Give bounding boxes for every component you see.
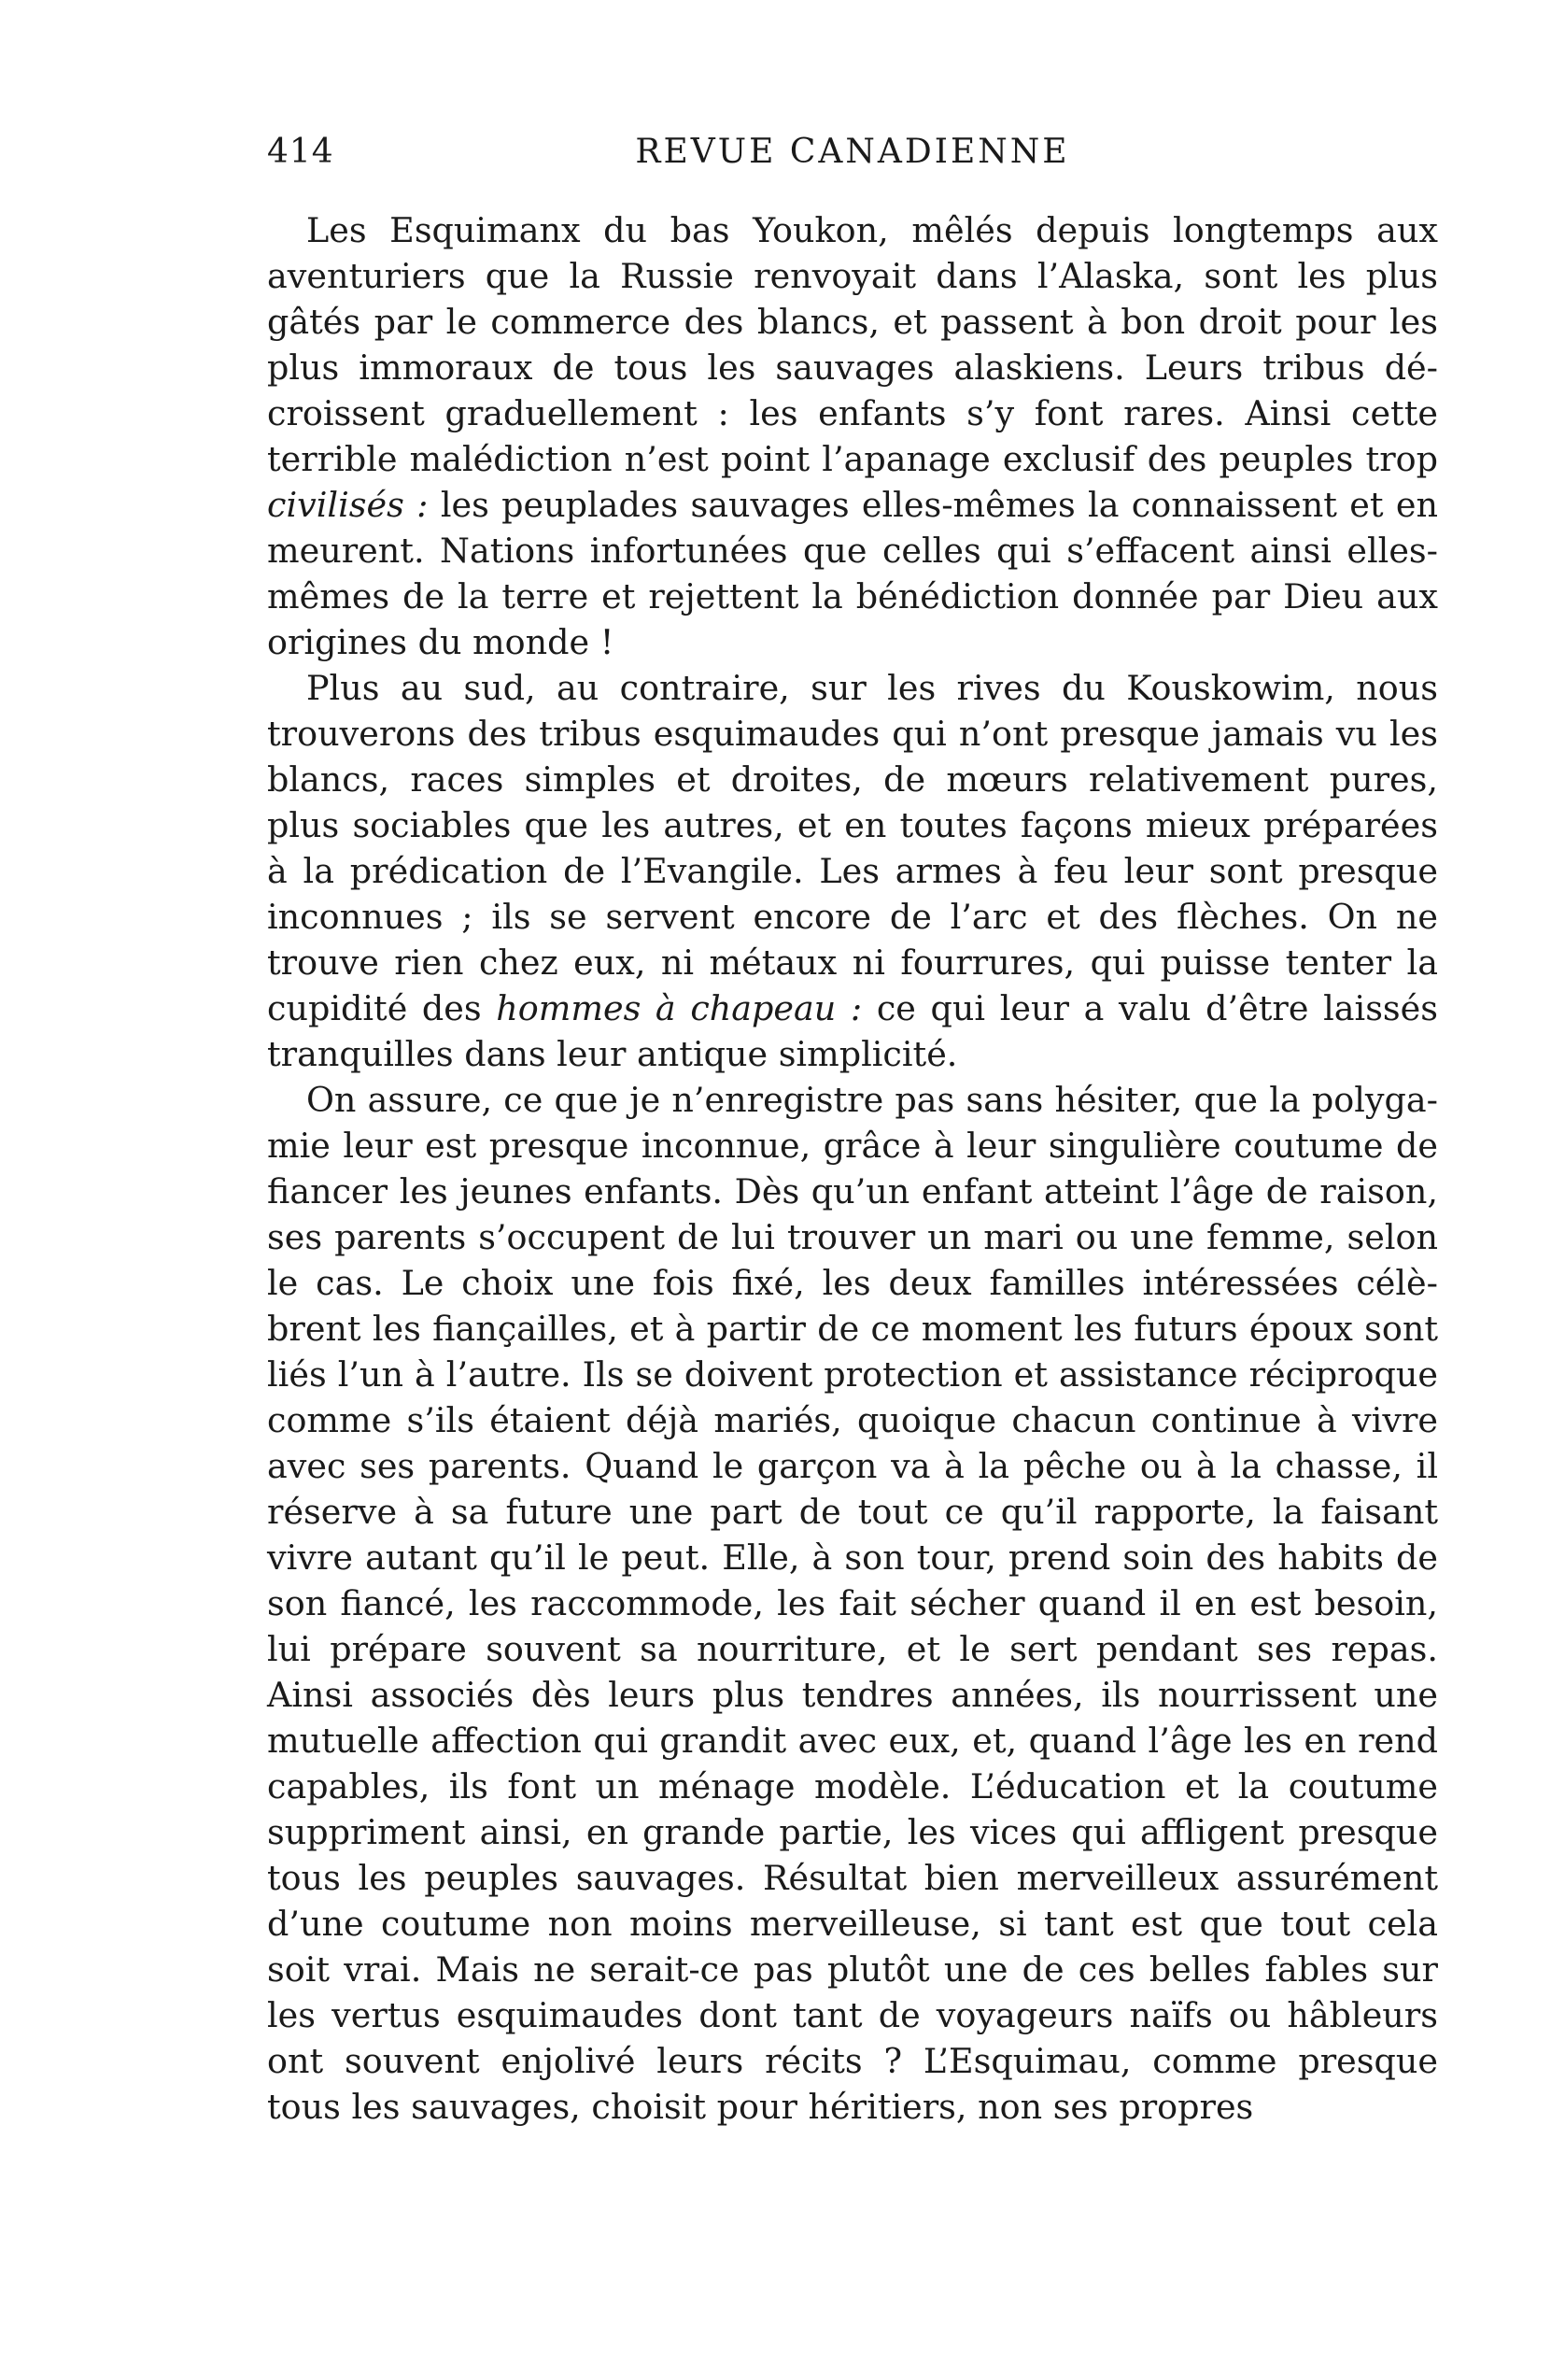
italic-run: civilisés :: [267, 485, 429, 525]
paragraph: [267, 1077, 1438, 2130]
paragraph: [267, 665, 1438, 1077]
article-body: [267, 207, 1438, 2130]
text-run: Les Esquimanx du bas Youkon, mêlés depuis longtemps aux aventuriers que la Russie renvoyait dans l’Alaska, sont les plus gâtés par le commerce des blancs, et passent à bon droit pour les plus immoraux de tous les sauvages alaskiens. Leurs tribus décroissent graduellement : les enfants s’y font rares. Ainsi cette terrible malédiction n’est point l’apanage exclusif des peuples trop: [267, 210, 1438, 479]
text-run: ce qui leur a valu d’être laissés tranquilles dans leur antique simplicité.: [267, 988, 1438, 1074]
text-run: Plus au sud, au contraire, sur les rives du Kouskowim, nous trouverons des tribus esquimaudes qui n’ont presque jamais vu les blancs, races simples et droites, de mœurs relativement pures, plus sociables que les autres, et en toutes façons mieux préparées à la prédication de l’Evangile. Les armes à feu leur sont presque inconnues ; ils se servent encore de l’arc et des flèches. On ne trouve rien chez eux, ni métaux ni fourrures, qui puisse tenter la cupidité des: [267, 668, 1438, 1028]
italic-run: hommes à chapeau :: [496, 988, 863, 1028]
paragraph: [267, 207, 1438, 665]
text-run: les peuplades sauvages elles-mêmes la connaissent et en meurent. Nations infortunées que celles qui s’effacent ainsi elles-mêmes de la terre et rejettent la bénédiction donnée par Dieu aux origines du monde !: [267, 485, 1438, 662]
text-run: On assure, ce que je n’enregistre pas sans hésiter, que la polygamie leur est presque inconnue, grâce à leur singulière coutume de fiancer les jeunes enfants. Dès qu’un enfant atteint l’âge de raison, ses parents s’occupent de lui trouver un mari ou une femme, selon le cas. Le choix une fois fixé, les deux familles intéressées célèbrent les fiançailles, et à partir de ce moment les futurs époux sont liés l’un à l’autre. Ils se doivent protection et assistance réciproque comme s’ils étaient déjà mariés, quoique chacun continue à vivre avec ses parents. Quand le garçon va à la pêche ou à la chasse, il réserve à sa future une part de tout ce qu’il rapporte, la faisant vivre autant qu’il le peut. Elle, à son tour, prend soin des habits de son fiancé, les raccommode, les fait sécher quand il en est besoin, lui prépare souvent sa nourriture, et le sert pendant ses repas. Ainsi associés dès leurs plus tendres années, ils nourrissent une mutuelle affection qui grandit avec eux, et, quand l’âge les en rend capables, ils font un ménage modèle. L’éducation et la coutume suppriment ainsi, en grande partie, les vices qui affligent presque tous les peuples sauvages. Résultat bien merveilleux assurément d’une coutume non moins merveilleuse, si tant est que tout cela soit vrai. Mais ne serait-ce pas plutôt une de ces belles fables sur les vertus esquimaudes dont tant de voyageurs naïfs ou hâbleurs ont souvent enjolivé leurs récits ? L’Esquimau, comme presque tous les sauvages, choisit pour héritiers, non ses propres: [267, 1080, 1438, 2127]
running-head: REVUE CANADIENNE: [635, 133, 1070, 171]
page-number: 414: [267, 133, 334, 171]
